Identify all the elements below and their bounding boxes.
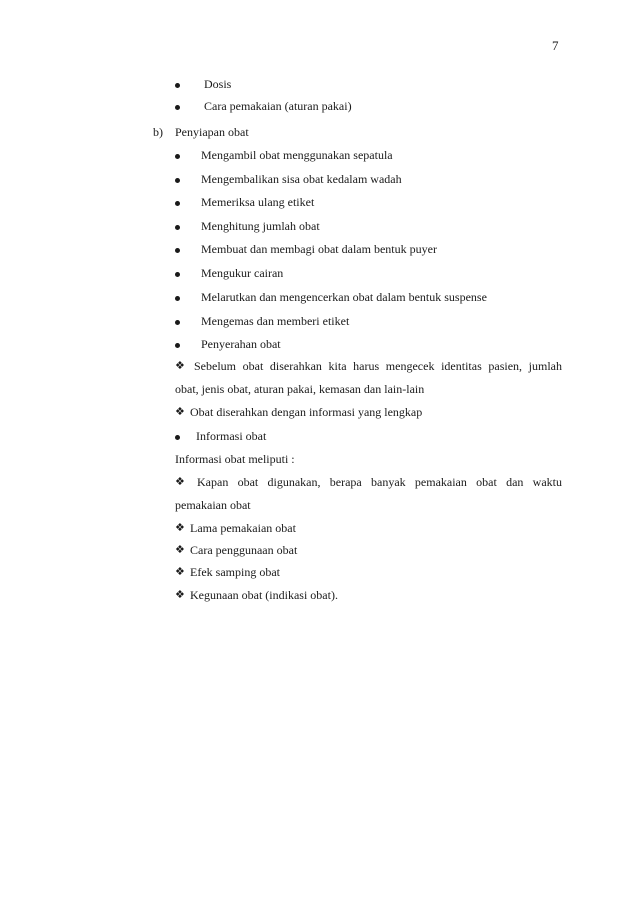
bullet-icon	[175, 201, 180, 206]
list-item: Mengembalikan sisa obat kedalam wadah	[201, 172, 402, 186]
list-item: Mengambil obat menggunakan sepatula	[201, 148, 393, 162]
diamond-item-continuation: pemakaian obat	[175, 498, 251, 512]
bullet-item-informasi-obat: Informasi obat	[196, 429, 267, 443]
page-number: 7	[552, 38, 559, 53]
bullet-icon	[175, 272, 180, 277]
diamond-item-obat-diserahkan: Obat diserahkan dengan informasi yang lengkap	[190, 405, 423, 419]
bullet-icon	[175, 178, 180, 183]
bullet-icon	[175, 296, 180, 301]
list-item: Memeriksa ulang etiket	[201, 195, 315, 209]
bullet-icon	[175, 154, 180, 159]
diamond-item-sebelum-diserahkan: Sebelum obat diserahkan kita harus mengecek identitas pasien, jumlah	[194, 359, 562, 373]
bullet-icon	[175, 225, 180, 230]
list-item: Menghitung jumlah obat	[201, 219, 320, 233]
bullet-item-dosis: Dosis	[204, 77, 232, 91]
section-b-heading: Penyiapan obat	[175, 125, 249, 139]
informasi-intro: Informasi obat meliputi :	[175, 452, 295, 466]
bullet-icon	[175, 435, 180, 440]
diamond-bullet-icon: ❖	[175, 543, 185, 556]
diamond-item-lama-pemakaian: Lama pemakaian obat	[190, 521, 296, 535]
list-item: Mengemas dan memberi etiket	[201, 314, 350, 328]
diamond-item-continuation: obat, jenis obat, aturan pakai, kemasan dan lain-lain	[175, 382, 425, 396]
bullet-item-cara-pemakaian: Cara pemakaian (aturan pakai)	[204, 99, 352, 113]
section-b-label: b)	[153, 125, 163, 139]
diamond-bullet-icon: ❖	[175, 359, 185, 372]
bullet-icon	[175, 105, 180, 110]
list-item: Membuat dan membagi obat dalam bentuk puyer	[201, 242, 437, 256]
diamond-bullet-icon: ❖	[175, 565, 185, 578]
diamond-bullet-icon: ❖	[175, 521, 185, 534]
bullet-icon	[175, 343, 180, 348]
diamond-item-kegunaan-obat: Kegunaan obat (indikasi obat).	[190, 588, 338, 602]
diamond-item-efek-samping: Efek samping obat	[190, 565, 280, 579]
list-item: Mengukur cairan	[201, 266, 284, 280]
bullet-icon	[175, 248, 180, 253]
bullet-icon	[175, 320, 180, 325]
diamond-item-kapan-obat: Kapan obat digunakan, berapa banyak pemakaian obat dan waktu	[197, 475, 562, 489]
list-item: Penyerahan obat	[201, 337, 281, 351]
bullet-icon	[175, 83, 180, 88]
diamond-bullet-icon: ❖	[175, 405, 185, 418]
list-item: Melarutkan dan mengencerkan obat dalam bentuk suspense	[201, 290, 487, 304]
diamond-bullet-icon: ❖	[175, 475, 185, 488]
diamond-item-cara-penggunaan: Cara penggunaan obat	[190, 543, 298, 557]
diamond-bullet-icon: ❖	[175, 588, 185, 601]
